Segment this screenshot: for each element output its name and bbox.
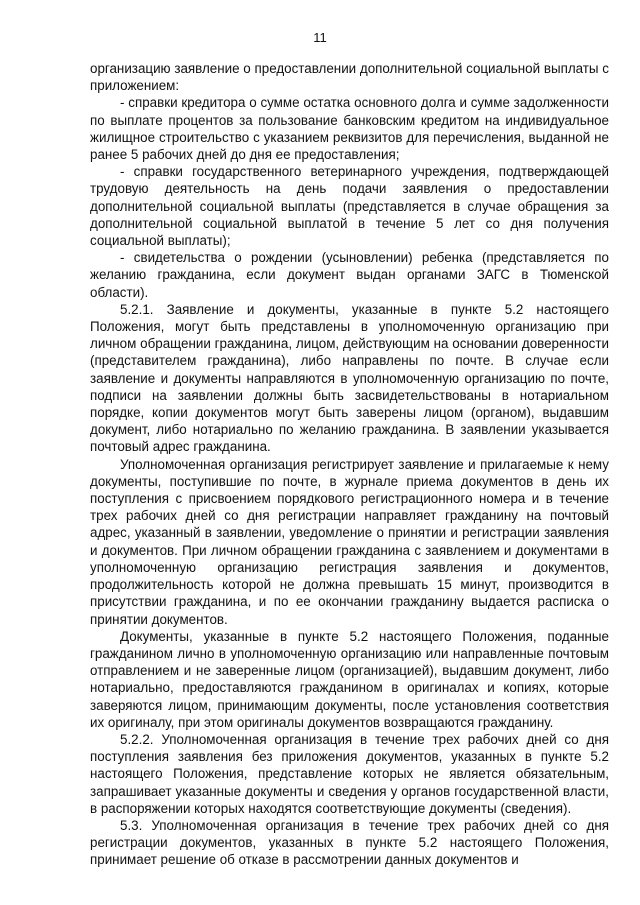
paragraph: организацию заявление о предоставлении дополнительной социальной выплаты с приложением: xyxy=(90,61,609,94)
paragraph: - свидетельства о рождении (усыновлении) ребенка (представляется по желанию гражданина, если документ выдан органами ЗАГС в Тюменской области). xyxy=(90,250,609,300)
paragraph: Уполномоченная организация регистрирует заявление и прилагаемые к нему документы, поступившие по почте, в журнале приема документов в день их поступления с присвоением порядкового регистрационного номера и в течение трех рабочих дней со дня регистрации направляет гражданину на почтовый адрес, указанный в заявлении, уведомление о принятии и регистрации заявления и документов. При личном обращении гражданина с заявлением и документами в уполномоченную организацию регистрация заявления и документов, продолжительность которой не должна превышать 15 минут, производится в присутствии гражданина, и по ее окончании гражданину выдается расписка о принятии документов. xyxy=(90,456,609,627)
paragraph: 5.3. Уполномоченная организация в течение трех рабочих дней со дня регистрации документов, указанных в пункте 5.2 настоящего Положения, принимает решение об отказе в рассмотрении данных документов и xyxy=(90,817,609,868)
paragraph: - справки кредитора о сумме остатка основного долга и сумме задолженности по выплате процентов за пользование банковским кредитом на индивидуальное жилищное строительство с указанием реквизитов для перечисления, выданной не ранее 5 рабочих дней до дня ее предоставления; xyxy=(90,95,609,163)
page-number: 11 xyxy=(313,30,327,45)
paragraph: 5.2.1. Заявление и документы, указанные в пункте 5.2 настоящего Положения, могут быть представлены в уполномоченную организацию при личном обращении гражданина, лицом, действующим на основании доверенности (представителем гражданина), либо направлены по почте. В случае если заявление и документы направляются в уполномоченную организацию по почте, подписи на заявлении должны быть засвидетельствованы в нотариальном порядке, копии документов могут быть заверены лицом (органом), выдавшим документ, либо нотариально по желанию гражданина. В заявлении указывается почтовый адрес гражданина. xyxy=(90,301,609,455)
paragraph: Документы, указанные в пункте 5.2 настоящего Положения, поданные гражданином лично в уполномоченную организацию или направленные почтовым отправлением и не заверенные лицом (организацией), выдавшим документ, либо нотариально, предоставляются гражданином в оригиналах и копиях, которые заверяются лицом, принимающим документы, после установления соответствия их оригиналу, при этом оригиналы документов возвращаются гражданину. xyxy=(90,628,609,730)
paragraph: - справки государственного ветеринарного учреждения, подтверждающей трудовую деятельность на день подачи заявления о предоставлении дополнительной социальной выплаты (представляется в случае обращения за дополнительной социальной выплатой в течение 5 лет со дня получения социальной выплаты); xyxy=(90,164,609,249)
paragraph: 5.2.2. Уполномоченная организация в течение трех рабочих дней со дня поступления заявления без приложения документов, указанных в пункте 5.2 настоящего Положения, представление которых не является обязательным, запрашивает указанные документы и сведения у органов государственной власти, в распоряжении которых находятся соответствующие документы (сведения). xyxy=(90,731,609,816)
document-body xyxy=(90,60,609,869)
